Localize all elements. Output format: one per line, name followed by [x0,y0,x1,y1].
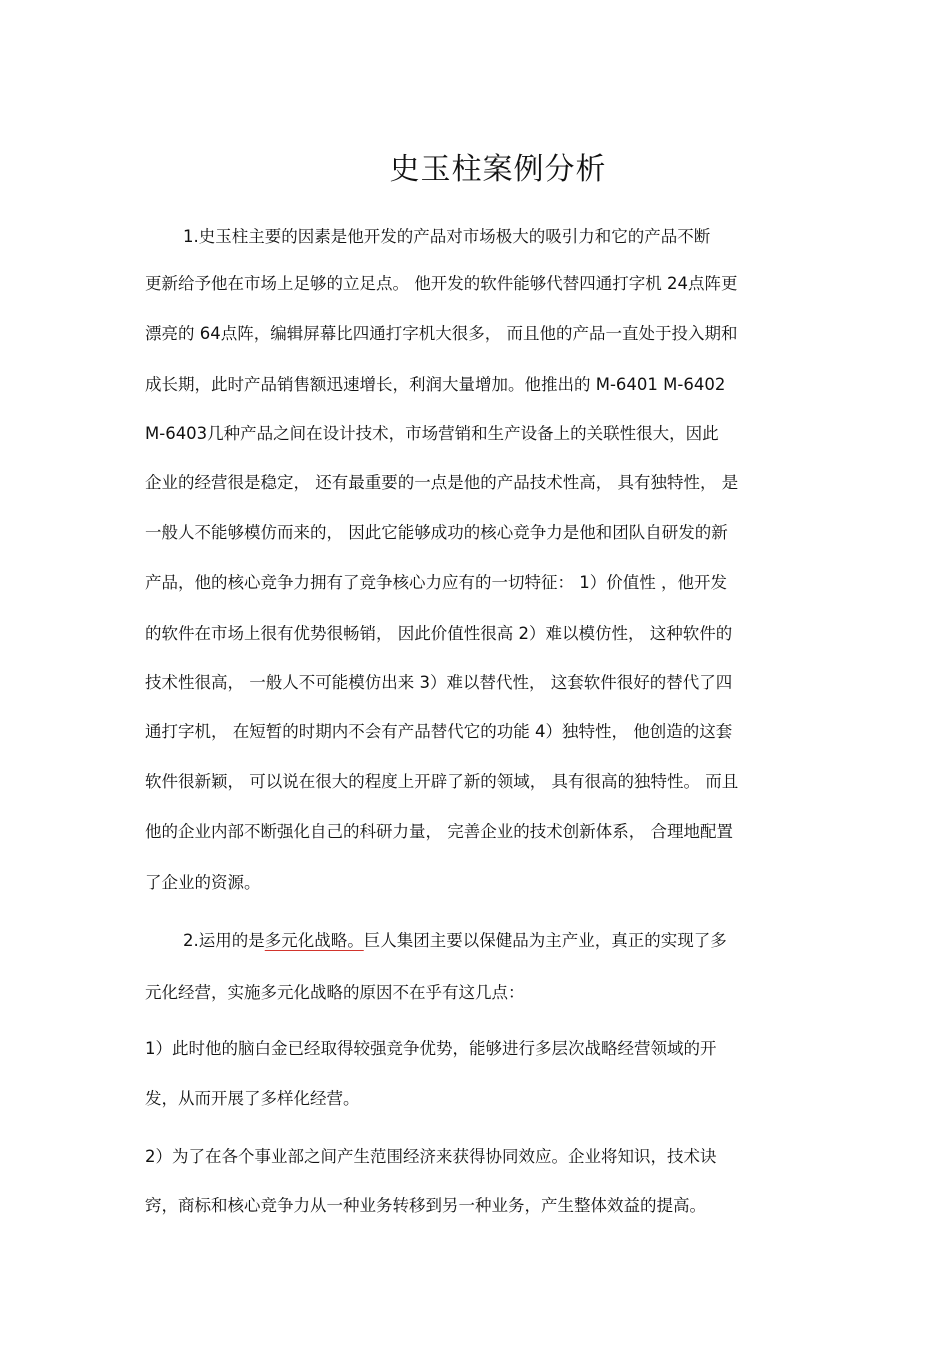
paragraph-1-line-14: 了企业的资源。 [145,873,261,892]
paragraph-2-suffix: 巨人集团主要以保健品为主产业，真正的实现了多 [363,931,727,950]
reason-2-line-2: 窍，商标和核心竞争力从一种业务转移到另一种业务，产生整体效益的提高。 [145,1196,706,1215]
paragraph-1-line-2: 更新给予他在市场上足够的立足点。 他开发的软件能够代替四通打字机 24点阵更 [145,274,738,293]
paragraph-2-line-1 [183,928,727,954]
paragraph-1-line-7: 一般人不能够模仿而来的， 因此它能够成功的核心竞争力是他和团队自研发的新 [145,523,728,542]
paragraph-1-line-5: M-6403几种产品之间在设计技术，市场营销和生产设备上的关联性很大，因此 [145,424,719,443]
paragraph-1-line-10: 技术性很高， 一般人不可能模仿出来 3）难以替代性， 这套软件很好的替代了四 [145,673,733,692]
paragraph-1-line-12: 软件很新颖， 可以说在很大的程度上开辟了新的领域， 具有很高的独特性。 而且 [145,772,739,791]
reason-2-line-1: 2）为了在各个事业部之间产生范围经济来获得协同效应。企业将知识，技术诀 [145,1147,717,1166]
strategy-term: 多元化战略。 [264,931,364,950]
paragraph-1-line-3: 漂亮的 64点阵，编辑屏幕比四通打字机大很多， 而且他的产品一直处于投入期和 [145,324,738,343]
reason-1-line-2: 发，从而开展了多样化经营。 [145,1089,360,1108]
paragraph-1-line-1: 1.史玉柱主要的因素是他开发的产品对市场极大的吸引力和它的产品不断 [183,227,711,246]
paragraph-1-line-6: 企业的经营很是稳定， 还有最重要的一点是他的产品技术性高， 具有独特性， 是 [145,473,739,492]
reason-1-line-1: 1）此时他的脑白金已经取得较强竞争优势，能够进行多层次战略经营领域的开 [145,1039,717,1058]
page-title: 史玉柱案例分析 [389,152,607,187]
paragraph-1-line-4: 成长期，此时产品销售额迅速增长，利润大量增加。他推出的 M-6401 M-6402 [145,375,726,394]
paragraph-1-line-13: 他的企业内部不断强化自己的科研力量， 完善企业的技术创新体系， 合理地配置 [145,822,733,841]
paragraph-1-line-8: 产品，他的核心竞争力拥有了竞争核心力应有的一切特征： 1）价值性 ，他开发 [145,573,727,592]
paragraph-2-line-2: 元化经营，实施多元化战略的原因不在乎有这几点： [145,983,525,1002]
paragraph-2-prefix: 2.运用的是 [183,931,265,950]
paragraph-1-line-11: 通打字机， 在短暂的时期内不会有产品替代它的功能 4）独特性， 他创造的这套 [145,722,733,741]
paragraph-1-line-9: 的软件在市场上很有优势很畅销， 因此价值性很高 2）难以模仿性， 这种软件的 [145,624,733,643]
